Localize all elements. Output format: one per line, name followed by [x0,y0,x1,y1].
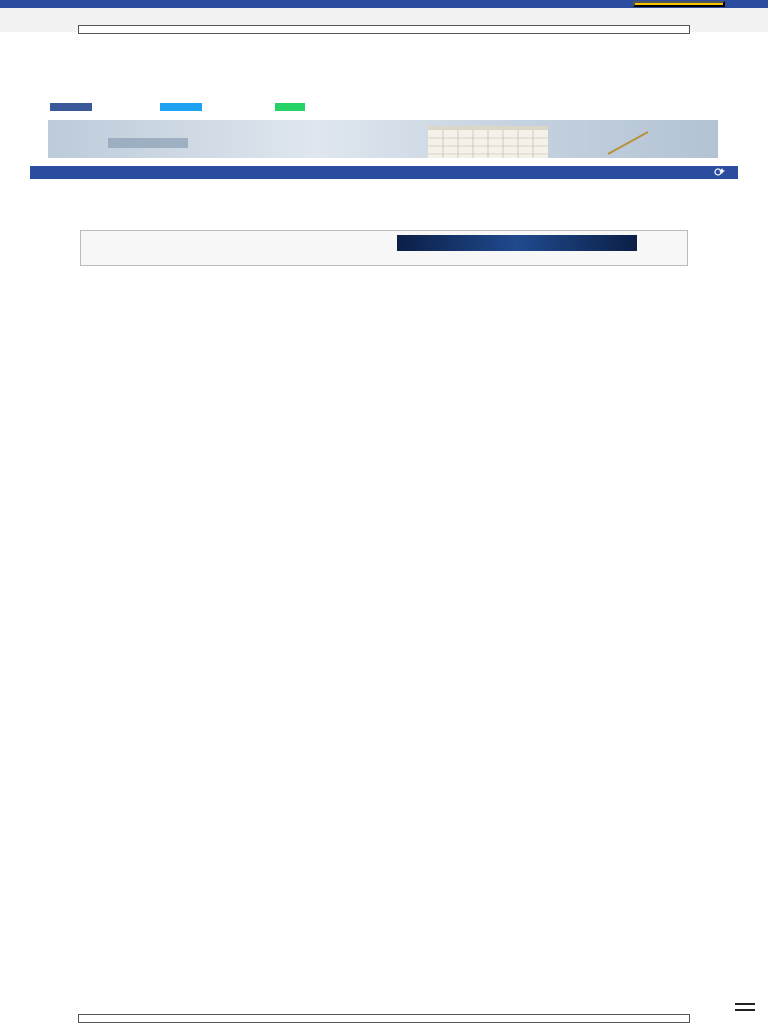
share-whatsapp-button[interactable] [275,103,305,111]
tag-list [48,926,688,946]
article-section-link[interactable] [50,36,110,44]
article-intro [50,188,690,228]
article-byline [50,92,470,100]
hero-caption [98,158,428,164]
ad-left-text [87,235,267,259]
bottom-search-input[interactable] [78,1014,690,1023]
section-nav-label[interactable] [300,8,468,14]
summary-subtitle [42,172,422,178]
share-facebook-button[interactable] [50,103,92,111]
site-logo[interactable] [330,0,440,8]
section-nav [0,8,768,32]
ad-banner-image [397,235,637,251]
menu-icon[interactable] [733,1000,757,1014]
top-bar [0,0,768,8]
subscribe-button[interactable] [633,1,725,7]
article-body [50,188,718,1023]
summary-box[interactable] [30,166,738,179]
search-input[interactable] [78,25,690,34]
ai-sparkle-icon [712,167,726,178]
calendar-photo [48,120,718,158]
pagination [118,914,658,922]
ad-banner[interactable] [80,230,688,266]
read-summary-link[interactable] [300,180,470,186]
ad-cta-link[interactable] [329,261,439,267]
hero-image [48,120,718,158]
share-twitter-button[interactable] [160,103,202,111]
